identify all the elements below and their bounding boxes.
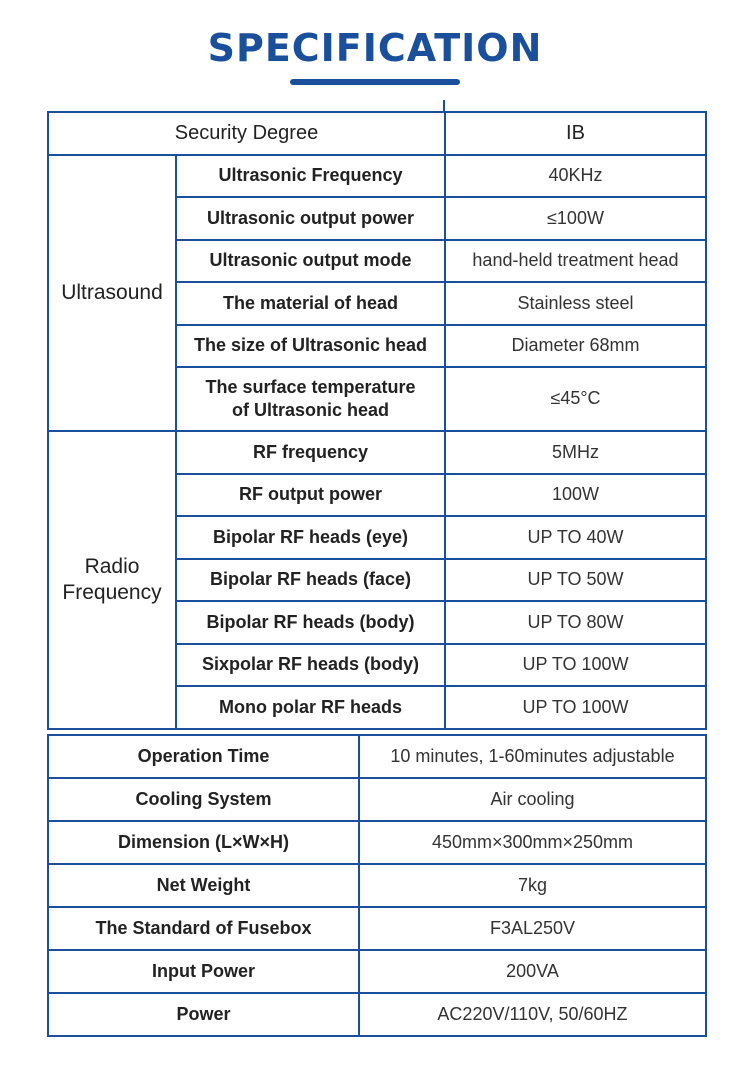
spec-value: 10 minutes, 1-60minutes adjustable [359, 735, 706, 778]
spec-label: Operation Time [48, 735, 359, 778]
spec-label [176, 367, 445, 431]
spec-label: Bipolar RF heads (body) [176, 601, 445, 644]
spec-table-main [47, 111, 707, 730]
spec-value: F3AL250V [359, 907, 706, 950]
rf-group-line1: Radio [84, 554, 140, 578]
spec-label: The Standard of Fusebox [48, 907, 359, 950]
spec-value: AC220V/110V, 50/60HZ [359, 993, 706, 1036]
spec-label: Input Power [48, 950, 359, 993]
spec-label: Power [48, 993, 359, 1036]
table-row [48, 821, 706, 864]
spec-value: ≤100W [445, 197, 706, 240]
spec-label-line2: of Ultrasonic head [231, 400, 390, 420]
spec-label: The material of head [176, 282, 445, 325]
spec-label-line1: The surface temperature [205, 376, 416, 397]
title-underline [290, 79, 460, 85]
spec-value: UP TO 50W [445, 559, 706, 602]
spec-label: RF frequency [176, 431, 445, 474]
spec-label: Mono polar RF heads [176, 686, 445, 729]
spec-label: Dimension (L×W×H) [48, 821, 359, 864]
spec-value: 100W [445, 474, 706, 517]
table-row [48, 993, 706, 1036]
table-row [48, 778, 706, 821]
spec-label: Ultrasonic Frequency [176, 155, 445, 198]
security-degree-label: Security Degree [48, 112, 445, 155]
spec-value: 40KHz [445, 155, 706, 198]
table-row [48, 864, 706, 907]
table-row [48, 112, 706, 155]
spec-value: ≤45°C [445, 367, 706, 431]
spec-value: UP TO 80W [445, 601, 706, 644]
spec-table-general [47, 734, 707, 1037]
spec-label: Sixpolar RF heads (body) [176, 644, 445, 687]
spec-label: RF output power [176, 474, 445, 517]
ultrasound-group-label: Ultrasound [48, 155, 176, 432]
spec-value: UP TO 100W [445, 686, 706, 729]
security-degree-value: IB [445, 112, 706, 155]
spec-label: Bipolar RF heads (face) [176, 559, 445, 602]
spec-label: The size of Ultrasonic head [176, 325, 445, 368]
page-title: SPECIFICATION [207, 26, 543, 70]
table-row [48, 735, 706, 778]
table-row [48, 431, 706, 474]
table-row [48, 950, 706, 993]
table-row [48, 155, 706, 198]
spec-value: hand-held treatment head [445, 240, 706, 283]
spec-value: 200VA [359, 950, 706, 993]
spec-value: Stainless steel [445, 282, 706, 325]
spec-value: 7kg [359, 864, 706, 907]
spec-label: Ultrasonic output mode [176, 240, 445, 283]
rf-group-line2: Frequency [62, 580, 162, 604]
table-row [48, 907, 706, 950]
spec-value: Air cooling [359, 778, 706, 821]
rf-group-label [48, 431, 176, 729]
spec-value: UP TO 40W [445, 516, 706, 559]
spec-value: UP TO 100W [445, 644, 706, 687]
spec-value: Diameter 68mm [445, 325, 706, 368]
spec-value: 5MHz [445, 431, 706, 474]
spec-label: Bipolar RF heads (eye) [176, 516, 445, 559]
spec-label: Cooling System [48, 778, 359, 821]
spec-value: 450mm×300mm×250mm [359, 821, 706, 864]
spec-label: Ultrasonic output power [176, 197, 445, 240]
spec-label: Net Weight [48, 864, 359, 907]
